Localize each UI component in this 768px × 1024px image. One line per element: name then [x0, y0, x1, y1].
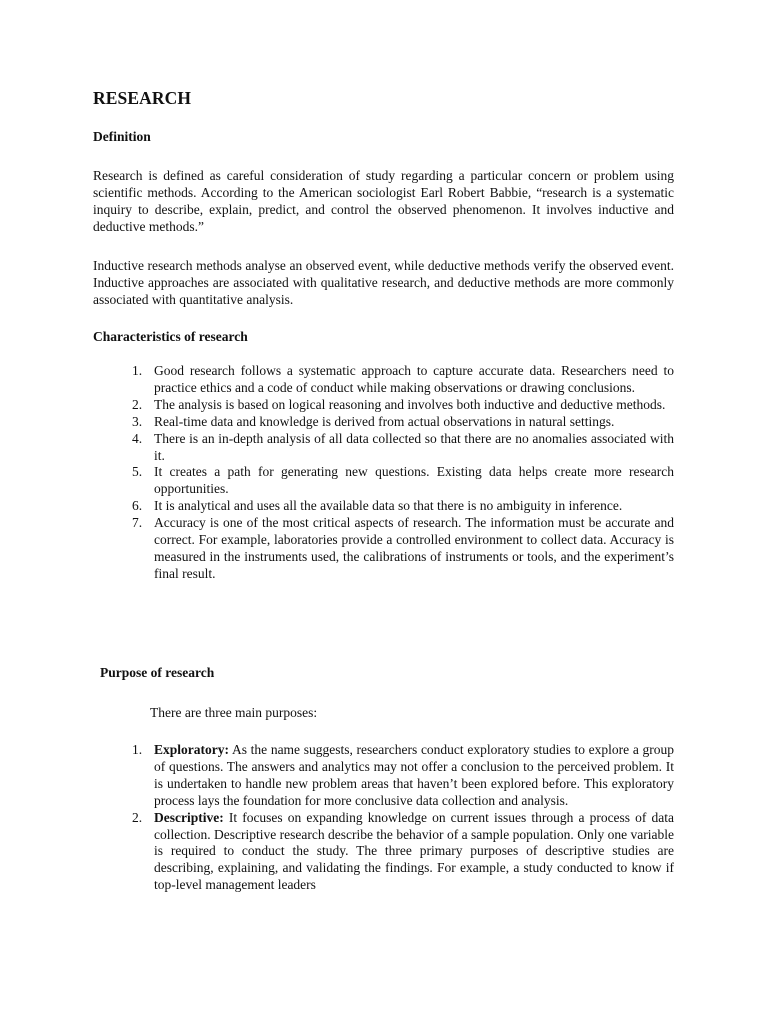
definition-heading: Definition: [93, 129, 151, 144]
list-item-term: Exploratory:: [154, 742, 229, 757]
list-item-number: 1.: [132, 363, 143, 378]
list-item-text: It creates a path for generating new questions. Existing data helps create more research opportunities.: [154, 464, 674, 497]
list-item-number: 2.: [132, 396, 143, 412]
list-item-text: Good research follows a systematic approach to capture accurate data. Researchers need to practice ethics and a code of conduct while making observations or drawing conclusions.: [154, 363, 674, 395]
list-item-text: It focuses on expanding knowledge on current issues through a process of data collection. Descriptive research describe the behavior of a sample population. Only one variable is required to conduct the study. The three primary purposes of descriptive studies are describing, explaining, and validating the findings. For example, a study conducted to know if top-level management leaders: [154, 809, 674, 893]
list-item: [93, 414, 674, 431]
list-item: [93, 363, 674, 397]
list-item: [93, 515, 674, 583]
list-item-number: 6.: [132, 498, 143, 514]
list-item-text: The analysis is based on logical reasoning and involves both inductive and deductive methods.: [154, 396, 666, 412]
purpose-list: [93, 742, 674, 894]
list-item: [93, 498, 674, 515]
list-item-text: It is analytical and uses all the available data so that there is no ambiguity in inference.: [154, 498, 623, 514]
list-item-term: Descriptive:: [154, 809, 224, 825]
definition-paragraph-2: Inductive research methods analyse an observed event, while deductive methods verify the observed event. Inductive approaches are associated with qualitative research, and deductive methods are more commonly associated with quantitative analysis.: [93, 258, 674, 307]
list-item-number: 7.: [132, 515, 143, 531]
list-item-number: 5.: [132, 464, 143, 480]
list-item: [93, 397, 674, 414]
list-item-text: Real-time data and knowledge is derived from actual observations in natural settings.: [154, 413, 615, 429]
list-item-number: 2.: [132, 809, 143, 825]
document-title: RESEARCH: [93, 88, 192, 108]
list-item: [93, 810, 674, 895]
characteristics-heading: Characteristics of research: [93, 329, 248, 344]
list-item-number: 1.: [132, 742, 143, 757]
list-item-number: 3.: [132, 413, 143, 429]
list-item-text: As the name suggests, researchers conduct exploratory studies to explore a group of questions. The answers and analytics may not offer a conclusion to the perceived problem. It is undertaken to handle new problem areas that haven’t been explored before. This exploratory process lays the foundation for more conclusive data collection and analysis.: [154, 742, 674, 808]
purpose-intro: There are three main purposes:: [150, 705, 318, 720]
list-item-text: There is an in-depth analysis of all data collected so that there are no anomalies associated with it.: [154, 430, 674, 463]
characteristics-list: [93, 363, 674, 583]
list-item: [93, 464, 674, 498]
list-item: [93, 742, 674, 810]
list-item-number: 4.: [132, 430, 143, 446]
definition-paragraph-1: Research is defined as careful consideration of study regarding a particular concern or problem using scientific methods. According to the American sociologist Earl Robert Babbie, “research is a systematic inquiry to describe, explain, predict, and control the observed phenomenon. It involves inductive and deductive methods.”: [93, 168, 674, 234]
list-item-text: Accuracy is one of the most critical aspects of research. The information must be accurate and correct. For example, laboratories provide a controlled environment to collect data. Accuracy is measured in the instruments used, the calibrations of instruments or tools, and the experiment’s final result.: [154, 515, 674, 581]
purpose-heading: Purpose of research: [100, 665, 215, 680]
list-item: [93, 431, 674, 465]
